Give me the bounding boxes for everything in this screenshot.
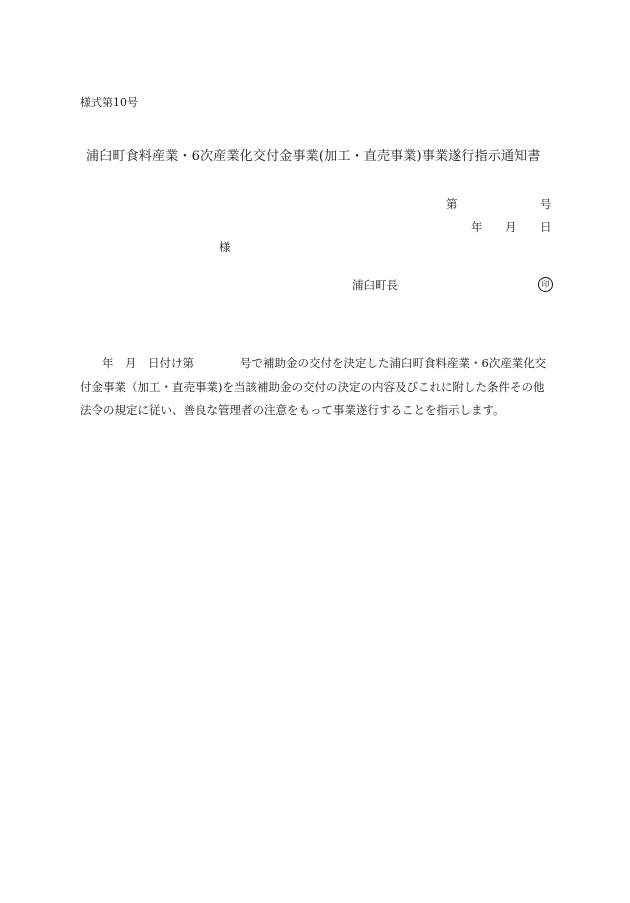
issuer-name: 浦臼町長	[352, 278, 398, 292]
body-line-1: 年 月 日付け第 号で補助金の交付を決定した浦臼町食料産業・6次産業化交	[102, 356, 547, 370]
body-line-2: 付金事業（加工・直売事業)を当該補助金の交付の決定の内容及びこれに附した条件その他	[80, 380, 545, 394]
body-line-3: 法令の規定に従い、善良な管理者の注意をもって事業遂行することを指示します。	[80, 403, 505, 417]
number-prefix: 第	[446, 197, 458, 211]
date-month: 月	[505, 220, 517, 234]
date-year: 年	[471, 220, 483, 234]
addressee-suffix: 様	[219, 240, 231, 254]
date-day: 日	[540, 220, 552, 234]
number-suffix: 号	[540, 197, 552, 211]
seal-icon: 印	[538, 277, 553, 292]
form-number: 様式第10号	[80, 96, 138, 109]
document-title: 浦臼町食料産業・6次産業化交付金事業(加工・直売事業)事業遂行指示通知書	[86, 149, 541, 164]
